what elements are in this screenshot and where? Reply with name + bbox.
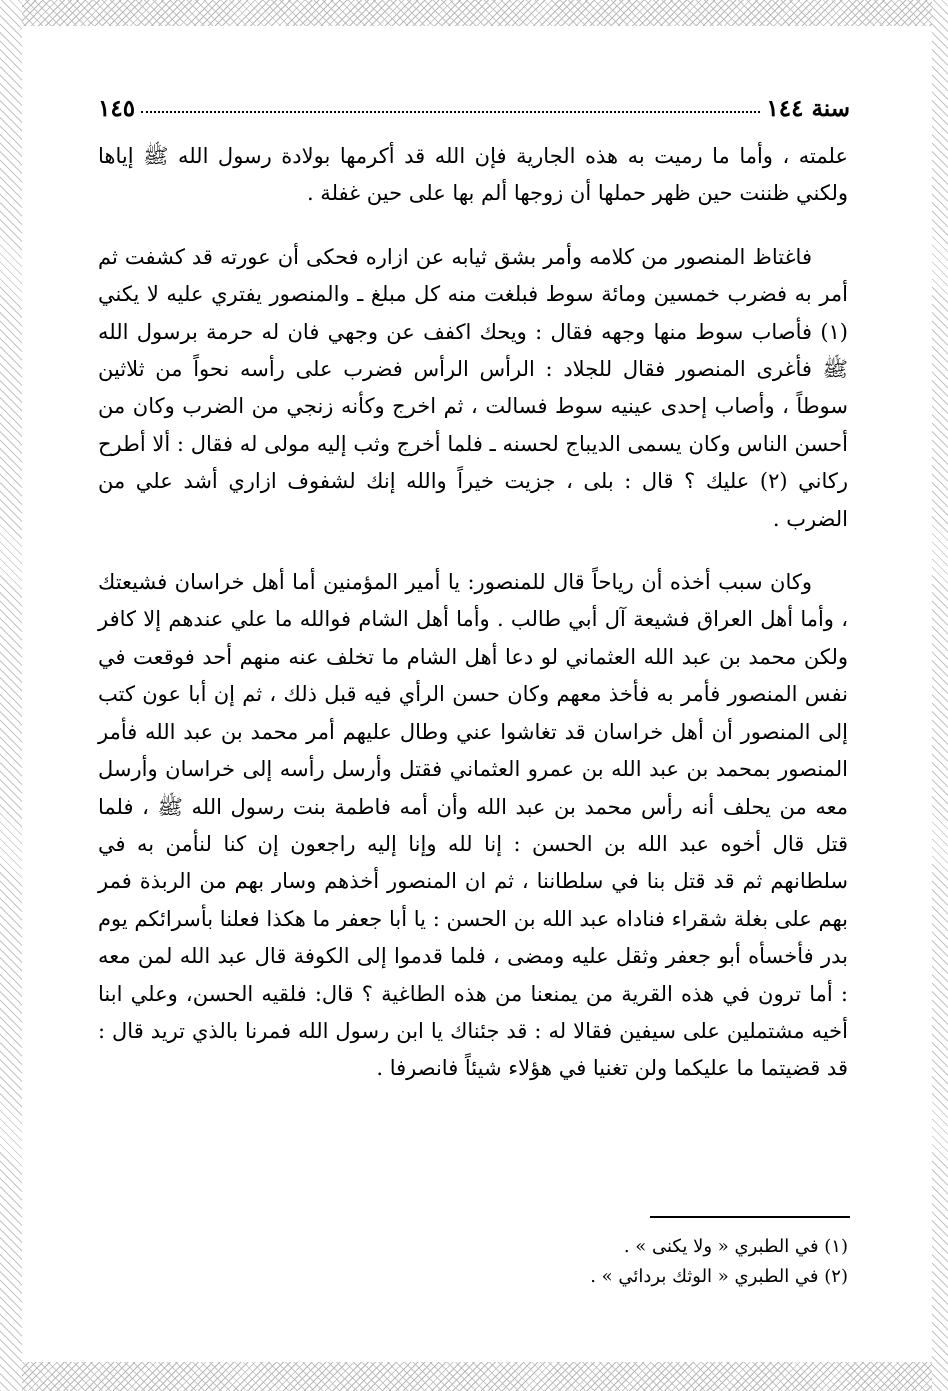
paragraph-1: علمته ، وأما ما رميت به هذه الجارية فإن الله قد أكرمها بولادة رسول الله ﷺ إياها ولكني ظننت حين ظهر حملها أن زوجها ألم بها على حين غفلة . bbox=[98, 144, 848, 206]
footnote-1: (١) في الطبري « ولا يكنى » . bbox=[623, 1236, 848, 1257]
page-border-left bbox=[0, 0, 22, 1391]
page-border-right bbox=[932, 0, 948, 1391]
paragraph-3: وكان سبب أخذه أن رياحاً قال للمنصور: يا أمير المؤمنين أما أهل خراسان فشيعتك ، وأما أهل العراق فشيعة آل أبي طالب . وأما أهل الشام فوالله ما علي عندهم إلا كافر ولكن محمد بن عبد الله العثماني لو دعا أهل الشام ما تخلف عنه منهم أحد فوقعت في نفس المنصور فأمر به فأخذ معهم وكان حسن الرأي فيه قبل ذلك ، ثم إن أبا عون كتب إلى المنصور أن أهل خراسان قد تغاشوا عني وطال عليهم أمر محمد بن عبد الله فأمر المنصور بمحمد بن عبد الله بن عمرو العثماني فقتل وأرسل رأسه إلى خراسان وأرسل معه من يحلف أنه رأس محمد بن عبد الله وأن أمه فاطمة بنت رسول الله ﷺ ، فلما قتل قال أخوه عبد الله بن الحسن : إنا لله وإنا إليه راجعون إن كنا لنأمن به في سلطانهم ثم قد قتل بنا في سلطاننا ، ثم ان المنصور أخذهم وسار بهم من الربذة فمر بهم على بغلة شقراء فناداه عبد الله بن الحسن : يا أبا جعفر ما هكذا فعلنا بأسرائكم يوم بدر فأخسأه أبو جعفر وثقل عليه ومضى ، فلما قدموا إلى الكوفة قال عبد الله لمن معه : أما ترون في هذه القرية من يمنعنا من هذه الطاغية ؟ قال: فلقيه الحسن، وعلي ابنا أخيه مشتملين على سيفين فقالا له : قد جئناك يا ابن رسول الله فمرنا بالذي تريد قال : قد قضيتما ما عليكما ولن تغنيا في هؤلاء شيئاً فانصرفا . bbox=[98, 570, 848, 1081]
footnote-separator bbox=[650, 1216, 850, 1218]
footnotes bbox=[98, 1232, 848, 1292]
running-title: سنة ١٤٤ bbox=[766, 94, 850, 122]
page-number: ١٤٥ bbox=[98, 94, 136, 122]
header-dot-leader bbox=[141, 111, 760, 113]
main-text bbox=[98, 138, 848, 1088]
running-header bbox=[98, 88, 850, 128]
paragraph-2: فاغتاظ المنصور من كلامه وأمر بشق ثيابه عن ازاره فحكى أن عورته قد كشفت ثم أمر به فضرب خمسين ومائة سوط فبلغت منه كل مبلغ ـ والمنصور يفتري عليه لا يكني (١) فأصاب سوط منها وجهه فقال : ويحك اكفف عن وجهي فان له حرمة برسول الله ﷺ فأغرى المنصور فقال للجلاد : الرأس الرأس فضرب على رأسه نحواً من ثلاثين سوطاً ، وأصاب إحدى عينيه سوط فسالت ، ثم اخرج وكأنه زنجي من الضرب وكان من أحسن الناس وكان يسمى الديباج لحسنه ـ فلما أخرج وثب إليه مولى له فقال : ألا أطرح ركاني (٢) عليك ؟ قال : بلى ، جزيت خيراً والله إنك لشفوف ازاري أشد علي من الضرب . bbox=[98, 244, 848, 531]
book-page bbox=[80, 0, 850, 1391]
footnote-2: (٢) في الطبري « الوثك بردائي » . bbox=[590, 1266, 848, 1287]
